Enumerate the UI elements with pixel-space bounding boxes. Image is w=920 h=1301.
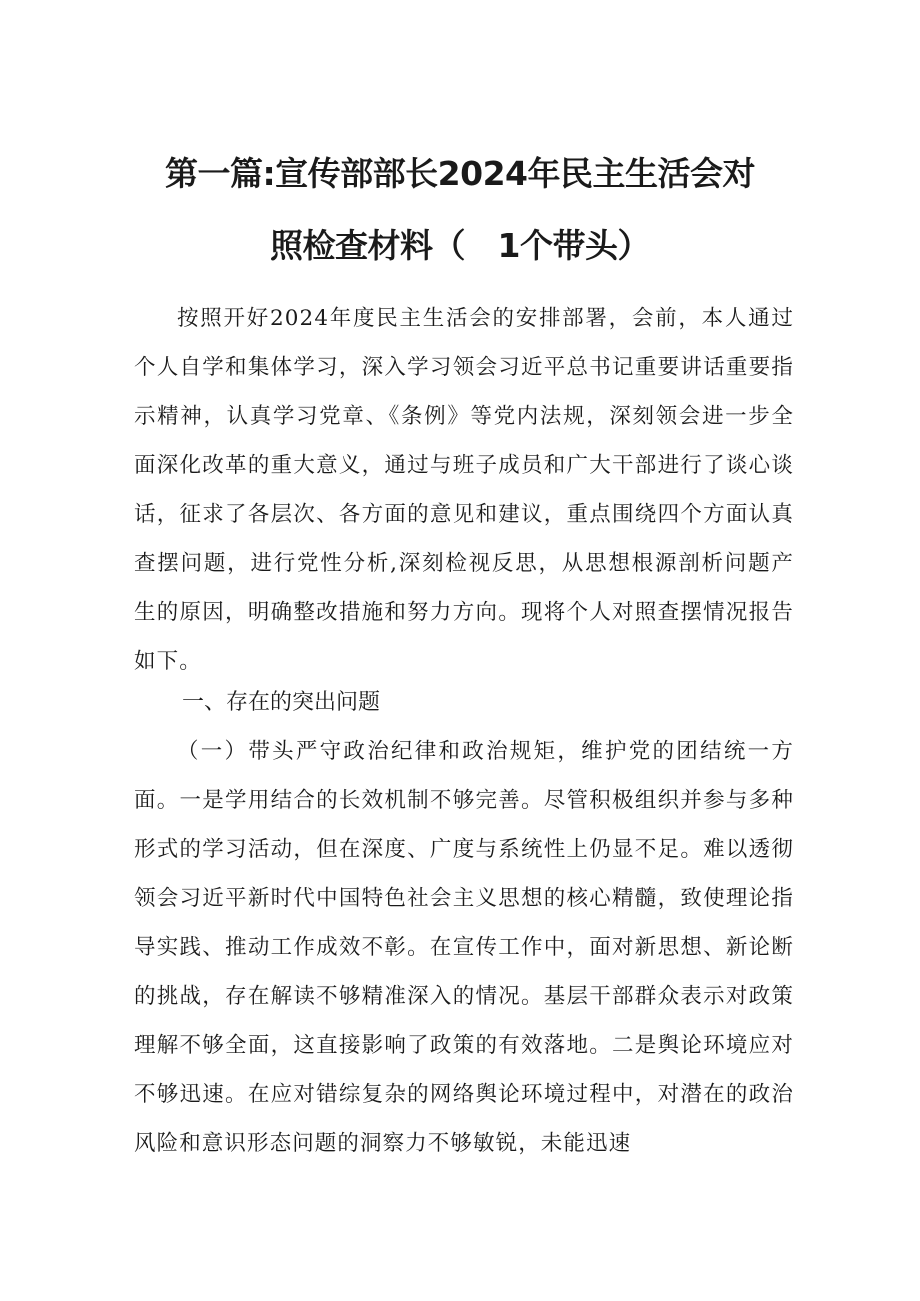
document-title-line-2: 照检查材料（ 1个带头） [270, 226, 650, 265]
intro-paragraph: 按照开好2024年度民主生活会的安排部署，会前，本人通过个人自学和集体学习，深入学习领会习近平总书记重要讲话重要指示精神，认真学习党章、《条例》等党内法规，深刻领会进一步全面深化改革的重大意义，通过与班子成员和广大干部进行了谈心谈话，征求了各层次、各方面的意见和建议，重点围绕四个方面认真查摆问题，进行党性分析,深刻检视反思，从思想根源剖析问题产生的原因，明确整改措施和努力方向。现将个人对照查摆情况报告如下。 [134, 306, 794, 674]
document-title-line-1: 第一篇:宣传部部长2024年民主生活会对 [164, 154, 756, 193]
problem-paragraph: （一）带头严守政治纪律和政治规矩，维护党的团结统一方面。一是学用结合的长效机制不够完善。尽管积极组织并参与多种形式的学习活动，但在深度、广度与系统性上仍显不足。难以透彻领会习近平新时代中国特色社会主义思想的核心精髓，致使理论指导实践、推动工作成效不彰。在宣传工作中，面对新思想、新论断的挑战，存在解读不够精准深入的情况。基层干部群众表示对政策理解不够全面，这直接影响了政策的有效落地。二是舆论环境应对不够迅速。在应对错综复杂的网络舆论环境过程中，对潜在的政治风险和意识形态问题的洞察力不够敏锐，未能迅速 [134, 739, 794, 1156]
section-heading: 一、存在的突出问题 [182, 690, 381, 715]
